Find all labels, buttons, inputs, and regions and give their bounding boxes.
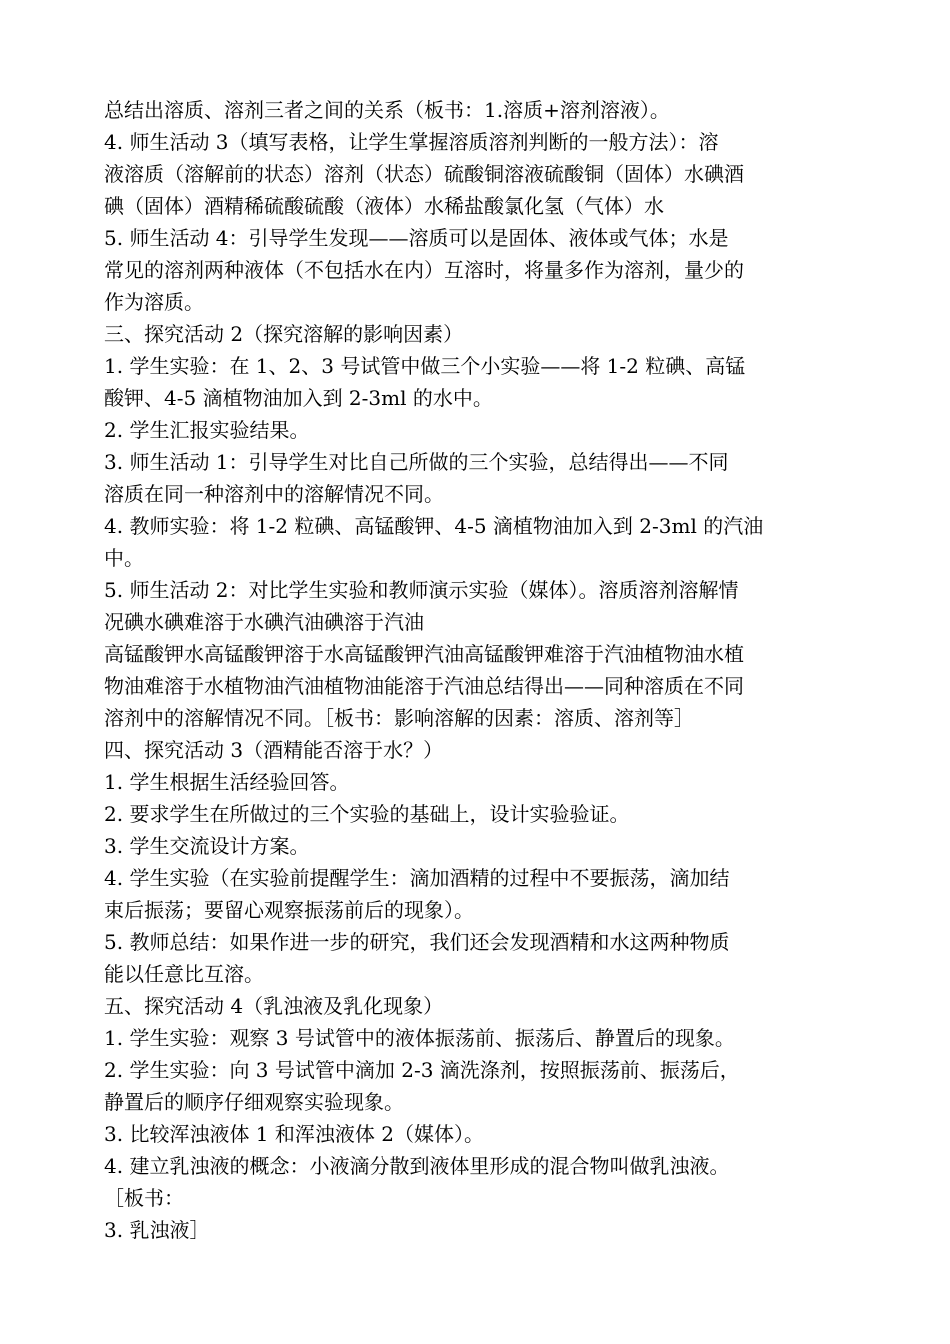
text-line: 高锰酸钾水高锰酸钾溶于水高锰酸钾汽油高锰酸钾难溶于汽油植物油水植: [104, 642, 744, 666]
section-heading: 五、探究活动 4（乳浊液及乳化现象）: [104, 994, 444, 1018]
text-line: 5. 教师总结：如果作进一步的研究，我们还会发现酒精和水这两种物质: [104, 930, 730, 954]
text-line: 5. 师生活动 2：对比学生实验和教师演示实验（媒体）。溶质溶剂溶解情: [104, 578, 739, 602]
text-line: 常见的溶剂两种液体（不包括水在内）互溶时，将量多作为溶剂，量少的: [104, 258, 744, 282]
text-line: 总结出溶质、溶剂三者之间的关系（板书：1.溶质+溶剂溶液）。: [104, 98, 670, 122]
text-line: 1. 学生根据生活经验回答。: [104, 770, 350, 794]
text-line: 4. 教师实验：将 1-2 粒碘、高锰酸钾、4-5 滴植物油加入到 2-3ml 的汽油: [104, 514, 764, 538]
text-line: 酸钾、4-5 滴植物油加入到 2-3ml 的水中。: [104, 386, 493, 410]
text-line: 液溶质（溶解前的状态）溶剂（状态）硫酸铜溶液硫酸铜（固体）水碘酒: [104, 162, 744, 186]
text-line: 3. 师生活动 1：引导学生对比自己所做的三个实验，总结得出——不同: [104, 450, 729, 474]
text-line: ［板书：: [104, 1186, 184, 1210]
text-line: 1. 学生实验：观察 3 号试管中的液体振荡前、振荡后、静置后的现象。: [104, 1026, 735, 1050]
text-line: 2. 要求学生在所做过的三个实验的基础上，设计实验验证。: [104, 802, 630, 826]
text-line: 静置后的顺序仔细观察实验现象。: [104, 1090, 404, 1114]
text-line: 中。: [104, 546, 144, 570]
section-heading: 三、探究活动 2（探究溶解的影响因素）: [104, 322, 464, 346]
section-heading: 四、探究活动 3（酒精能否溶于水？）: [104, 738, 444, 762]
text-line: 1. 学生实验：在 1、2、3 号试管中做三个小实验——将 1-2 粒碘、高锰: [104, 354, 746, 378]
text-line: 溶剂中的溶解情况不同。［板书：影响溶解的因素：溶质、溶剂等］: [104, 706, 694, 730]
text-line: 5. 师生活动 4：引导学生发现——溶质可以是固体、液体或气体；水是: [104, 226, 729, 250]
text-line: 3. 乳浊液］: [104, 1218, 210, 1242]
text-line: 2. 学生汇报实验结果。: [104, 418, 310, 442]
text-line: 况碘水碘难溶于水碘汽油碘溶于汽油: [104, 610, 424, 634]
text-line: 2. 学生实验：向 3 号试管中滴加 2-3 滴洗涤剂，按照振荡前、振荡后，: [104, 1058, 740, 1082]
text-line: 能以任意比互溶。: [104, 962, 264, 986]
text-line: 4. 师生活动 3（填写表格，让学生掌握溶质溶剂判断的一般方法）：溶: [104, 130, 719, 154]
text-line: 4. 学生实验（在实验前提醒学生：滴加酒精的过程中不要振荡，滴加结: [104, 866, 730, 890]
text-line: 溶质在同一种溶剂中的溶解情况不同。: [104, 482, 444, 506]
text-line: 3. 学生交流设计方案。: [104, 834, 310, 858]
text-line: 作为溶质。: [104, 290, 204, 314]
text-line: 物油难溶于水植物油汽油植物油能溶于汽油总结得出——同种溶质在不同: [104, 674, 744, 698]
text-line: 4. 建立乳浊液的概念：小液滴分散到液体里形成的混合物叫做乳浊液。: [104, 1154, 730, 1178]
text-line: 束后振荡；要留心观察振荡前后的现象）。: [104, 898, 474, 922]
text-line: 碘（固体）酒精稀硫酸硫酸（液体）水稀盐酸氯化氢（气体）水: [104, 194, 664, 218]
text-line: 3. 比较浑浊液体 1 和浑浊液体 2（媒体）。: [104, 1122, 484, 1146]
